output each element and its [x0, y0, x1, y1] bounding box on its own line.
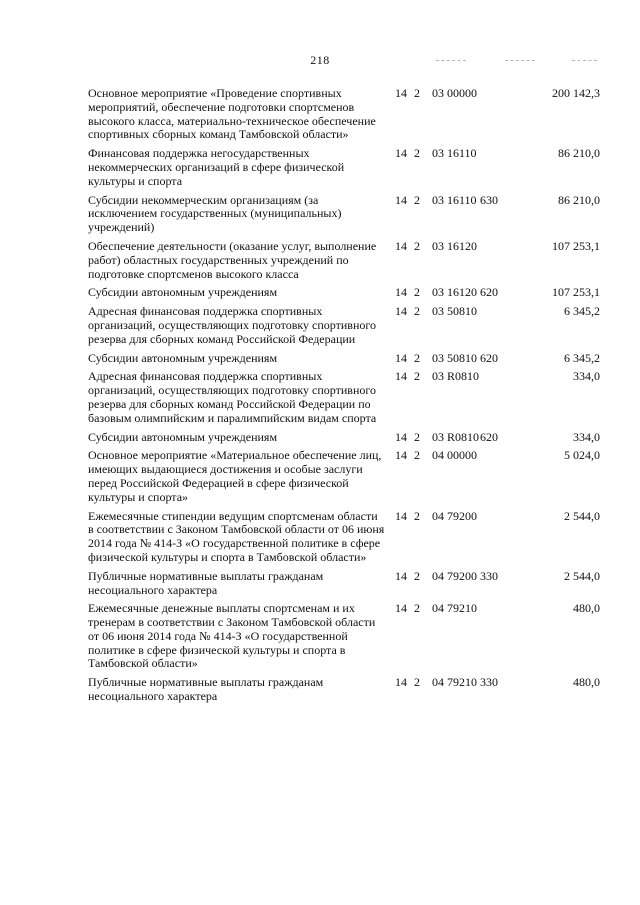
row-name: Ежемесячные стипендии ведущим спортсменам области в соответствии с Законом Тамбовской области от 06 июня 2014 года № 414-З «О государственной политике в сфере физической культуры и спорта в Тамбовской области»: [88, 508, 385, 564]
header-rule: [572, 60, 597, 61]
row-subsection-code: 2: [414, 304, 420, 319]
table-row: [88, 305, 600, 346]
header-rule: [505, 60, 535, 61]
row-expense-type-code: 330: [480, 675, 498, 690]
row-section-code: 14: [395, 568, 407, 583]
row-section-code: 14: [395, 429, 407, 444]
row-article-code: 03 50810: [432, 304, 477, 319]
row-subsection-code: 2: [414, 429, 420, 444]
row-expense-type-code: 330: [480, 568, 498, 583]
row-section-code: 14: [395, 285, 407, 300]
header-rule: [436, 60, 466, 61]
row-section-code: 14: [395, 304, 407, 319]
row-article-code: 04 79200: [432, 568, 477, 583]
row-expense-type-code: 620: [480, 429, 498, 444]
row-amount: 6 345,2: [564, 304, 600, 319]
table-row: [88, 431, 600, 445]
row-amount: 480,0: [573, 601, 600, 616]
row-amount: 107 253,1: [552, 238, 600, 253]
row-article-code: 03 R0810: [432, 429, 480, 444]
row-section-code: 14: [395, 238, 407, 253]
row-subsection-code: 2: [414, 601, 420, 616]
row-expense-type-code: 620: [480, 285, 498, 300]
row-expense-type-code: 630: [480, 192, 498, 207]
row-name: Адресная финансовая поддержка спортивных организаций, осуществляющих подготовку спортивного резерва для сборных команд Российской Федерации по базовым олимпийским и паралимпийским видам спорта: [88, 369, 377, 425]
table-row: [88, 87, 600, 142]
row-name: Адресная финансовая поддержка спортивных организаций, осуществляющих подготовку спортивного резерва для сборных команд Российской Федерации: [88, 304, 376, 346]
row-name: Публичные нормативные выплаты гражданам несоциального характера: [88, 675, 324, 704]
row-amount: 107 253,1: [552, 285, 600, 300]
row-amount: 2 544,0: [564, 568, 600, 583]
table-row: [88, 676, 600, 704]
row-name: Основное мероприятие «Проведение спортивных мероприятий, обеспечение подготовки спортсменов высокого класса, материально-техническое обеспечение спортивных сборных команд Тамбовской области»: [88, 86, 376, 142]
row-expense-type-code: 620: [480, 350, 498, 365]
table-row: [88, 370, 600, 425]
row-article-code: 03 50810: [432, 350, 477, 365]
row-amount: 86 210,0: [558, 192, 600, 207]
row-amount: 6 345,2: [564, 350, 600, 365]
row-section-code: 14: [395, 675, 407, 690]
row-amount: 480,0: [573, 675, 600, 690]
row-section-code: 14: [395, 146, 407, 161]
row-amount: 334,0: [573, 369, 600, 384]
row-subsection-code: 2: [414, 675, 420, 690]
row-amount: 2 544,0: [564, 508, 600, 523]
row-subsection-code: 2: [414, 86, 420, 100]
row-article-code: 03 16120: [432, 238, 477, 253]
row-section-code: 14: [395, 508, 407, 523]
row-article-code: 03 R0810: [432, 369, 480, 384]
row-article-code: 03 16110: [432, 146, 477, 161]
row-article-code: 04 79200: [432, 508, 477, 523]
row-section-code: 14: [395, 448, 407, 463]
table-row: [88, 602, 600, 671]
row-article-code: 03 00000: [432, 86, 477, 100]
row-section-code: 14: [395, 86, 407, 100]
row-name: Публичные нормативные выплаты гражданам несоциального характера: [88, 568, 324, 597]
budget-table: [88, 87, 600, 709]
row-name: Субсидии некоммерческим организациям (за исключением государственных (муниципальных) учреждений): [88, 192, 342, 235]
row-amount: 200 142,3: [552, 86, 600, 100]
table-row: [88, 510, 600, 565]
row-subsection-code: 2: [414, 448, 420, 463]
table-row: [88, 449, 600, 504]
table-row: [88, 194, 600, 235]
row-subsection-code: 2: [414, 146, 420, 161]
row-amount: 334,0: [573, 429, 600, 444]
row-amount: 86 210,0: [558, 146, 600, 161]
row-subsection-code: 2: [414, 369, 420, 384]
row-subsection-code: 2: [414, 238, 420, 253]
table-row: [88, 570, 600, 598]
table-row: [88, 286, 600, 300]
row-section-code: 14: [395, 192, 407, 207]
page-number: 218: [310, 53, 330, 67]
row-name: Основное мероприятие «Материальное обеспечение лиц, имеющих выдающиеся достижения и особые заслуги перед Российской Федерацией в сфере физической культуры и спорта»: [88, 448, 382, 504]
row-name: Финансовая поддержка негосударственных некоммерческих организаций в сфере физической культуры и спорта: [88, 146, 345, 188]
row-subsection-code: 2: [414, 285, 420, 300]
row-section-code: 14: [395, 601, 407, 616]
row-article-code: 04 00000: [432, 448, 477, 463]
table-row: [88, 352, 600, 366]
table-row: [88, 240, 600, 281]
row-subsection-code: 2: [414, 508, 420, 523]
row-article-code: 04 79210: [432, 601, 477, 616]
row-section-code: 14: [395, 350, 407, 365]
row-article-code: 03 16120: [432, 285, 477, 300]
row-subsection-code: 2: [414, 568, 420, 583]
row-name: Обеспечение деятельности (оказание услуг, выполнение работ) областных государственных учреждений по подготовке спортсменов высокого класса: [88, 238, 377, 281]
table-row: [88, 147, 600, 188]
row-name: Субсидии автономным учреждениям: [88, 429, 278, 444]
row-subsection-code: 2: [414, 350, 420, 365]
row-amount: 5 024,0: [564, 448, 600, 463]
row-subsection-code: 2: [414, 192, 420, 207]
row-section-code: 14: [395, 369, 407, 384]
row-name: Субсидии автономным учреждениям: [88, 285, 278, 300]
row-article-code: 03 16110: [432, 192, 477, 207]
row-name: Ежемесячные денежные выплаты спортсменам и их тренерам в соответствии с Законом Тамбовской области от 06 июня 2014 года № 414-З «О государственной политике в сфере физической культуры и спорта в Тамбовской области»: [88, 601, 376, 671]
row-article-code: 04 79210: [432, 675, 477, 690]
row-name: Субсидии автономным учреждениям: [88, 350, 278, 365]
